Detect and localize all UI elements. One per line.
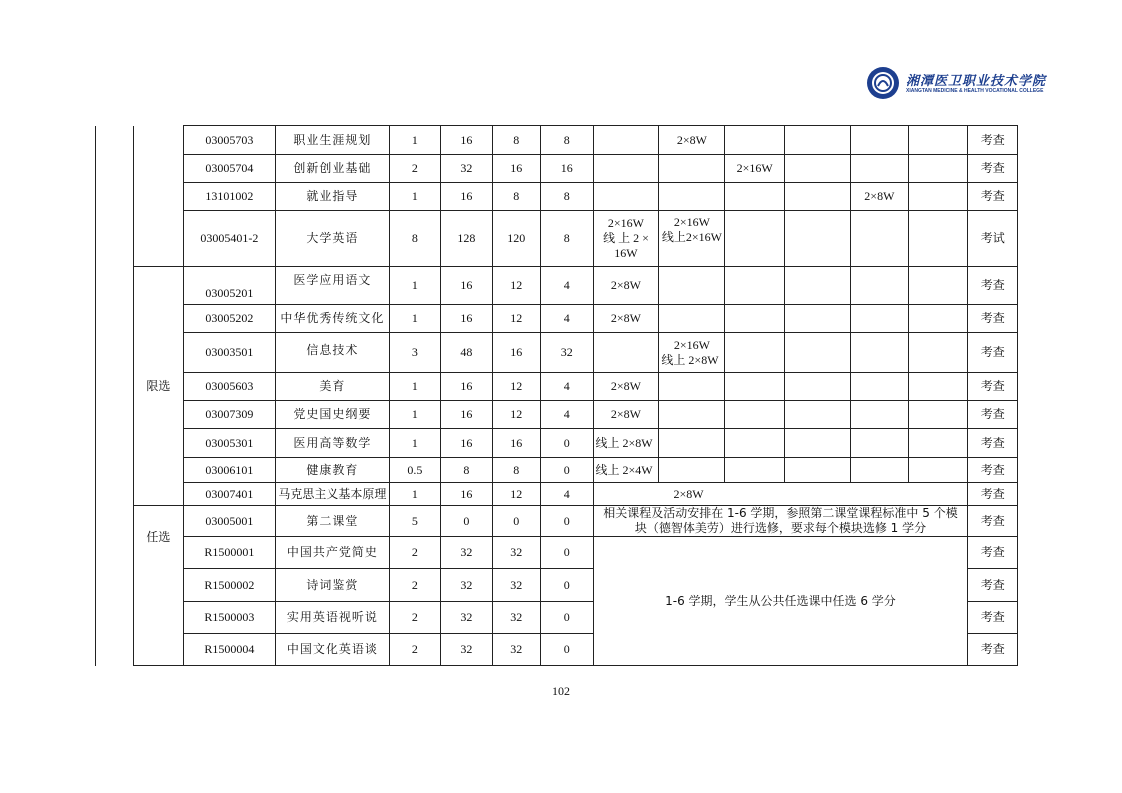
table-row [96, 126, 1018, 155]
semester-2 [659, 333, 725, 373]
semester-1 [593, 126, 659, 155]
total-hours: 48 [441, 333, 493, 373]
credits: 1 [389, 267, 441, 305]
theory-hours: 12 [492, 267, 540, 305]
course-name: 医学应用语文 [276, 267, 389, 305]
theory-hours: 12 [492, 305, 540, 333]
assessment: 考查 [968, 602, 1018, 634]
table-row [96, 537, 1018, 569]
course-code: 03005603 [183, 373, 276, 401]
total-hours: 16 [441, 126, 493, 155]
course-code: 03003501 [183, 333, 276, 373]
course-code: 03005401-2 [183, 211, 276, 267]
credits: 2 [389, 537, 441, 569]
semester-4 [785, 267, 851, 305]
credits: 1 [389, 305, 441, 333]
total-hours: 16 [441, 401, 493, 429]
credits: 3 [389, 333, 441, 373]
semester-4 [785, 373, 851, 401]
semester-3 [725, 373, 785, 401]
total-hours: 16 [441, 183, 493, 211]
credits: 1 [389, 126, 441, 155]
semester-span: 2×8W [593, 483, 968, 506]
course-name: 实用英语视听说 [276, 602, 389, 634]
practice-hours: 0 [540, 569, 593, 602]
assessment: 考查 [968, 537, 1018, 569]
semester-1: 线上 2×4W [593, 458, 659, 483]
table-row [96, 211, 1018, 267]
total-hours: 0 [441, 506, 493, 537]
semester-2 [659, 155, 725, 183]
assessment: 考查 [968, 183, 1018, 211]
total-hours: 32 [441, 634, 493, 666]
semester-4 [785, 155, 851, 183]
course-code: 03005703 [183, 126, 276, 155]
theory-hours: 0 [492, 506, 540, 537]
semester-6 [908, 211, 968, 267]
course-code: R1500002 [183, 569, 276, 602]
semester-5 [851, 401, 909, 429]
assessment: 考查 [968, 634, 1018, 666]
college-logo [866, 64, 1047, 104]
semester-3 [725, 458, 785, 483]
table-row [96, 401, 1018, 429]
table-row [96, 429, 1018, 458]
course-code: 03006101 [183, 458, 276, 483]
course-code: 03007309 [183, 401, 276, 429]
assessment: 考查 [968, 155, 1018, 183]
total-hours: 32 [441, 602, 493, 634]
semester-3 [725, 429, 785, 458]
theory-hours: 16 [492, 155, 540, 183]
semester-2 [659, 401, 725, 429]
table-row [96, 506, 1018, 537]
semester-6 [908, 267, 968, 305]
practice-hours: 0 [540, 634, 593, 666]
semester-5 [851, 267, 909, 305]
semester-2-line1: 2×16W [673, 337, 710, 352]
group-cell [134, 126, 183, 267]
course-name: 中国共产党简史 [276, 537, 389, 569]
semester-6 [908, 155, 968, 183]
semester-3: 2×16W [725, 155, 785, 183]
practice-hours: 0 [540, 458, 593, 483]
semester-4 [785, 401, 851, 429]
theory-hours: 12 [492, 373, 540, 401]
credits: 2 [389, 634, 441, 666]
table-row [96, 267, 1018, 305]
semester-1 [593, 211, 659, 267]
course-name: 诗词鉴赏 [276, 569, 389, 602]
optional-elective-note: 1-6 学期，学生从公共任选课中任选 6 学分 [593, 537, 968, 666]
course-code: R1500003 [183, 602, 276, 634]
semester-1 [593, 183, 659, 211]
assessment: 考查 [968, 429, 1018, 458]
semester-6 [908, 126, 968, 155]
table-row [96, 183, 1018, 211]
table-row [96, 155, 1018, 183]
course-name: 就业指导 [276, 183, 389, 211]
total-hours: 32 [441, 537, 493, 569]
assessment: 考查 [968, 506, 1018, 537]
course-name: 信息技术 [276, 333, 389, 373]
semester-1-line3: 16W [614, 246, 638, 260]
theory-hours: 120 [492, 211, 540, 267]
semester-5 [851, 155, 909, 183]
practice-hours: 8 [540, 126, 593, 155]
semester-4 [785, 183, 851, 211]
theory-hours: 12 [492, 483, 540, 506]
assessment: 考查 [968, 333, 1018, 373]
assessment: 考查 [968, 401, 1018, 429]
semester-1: 2×8W [593, 373, 659, 401]
semester-5 [851, 333, 909, 373]
page-number: 102 [552, 684, 570, 698]
total-hours: 16 [441, 429, 493, 458]
total-hours: 32 [441, 569, 493, 602]
credits: 5 [389, 506, 441, 537]
course-code: R1500004 [183, 634, 276, 666]
semester-1 [593, 155, 659, 183]
theory-hours: 32 [492, 602, 540, 634]
category-cell [96, 267, 134, 666]
logo-english-name: XIANGTAN MEDICINE & HEALTH VOCATIONAL COLLEGE [906, 88, 1044, 94]
semester-2-line1: 2×16W [673, 215, 710, 229]
course-code: 03005202 [183, 305, 276, 333]
semester-5 [851, 211, 909, 267]
semester-2 [659, 458, 725, 483]
credits: 2 [389, 602, 441, 634]
semester-2 [659, 305, 725, 333]
credits: 8 [389, 211, 441, 267]
semester-1-line1: 2×16W [607, 216, 644, 230]
theory-hours: 8 [492, 126, 540, 155]
theory-hours: 16 [492, 333, 540, 373]
credits: 1 [389, 183, 441, 211]
credits: 2 [389, 155, 441, 183]
course-name: 大学英语 [276, 211, 389, 267]
semester-3 [725, 183, 785, 211]
semester-5 [851, 429, 909, 458]
semester-1-line2: 线 上 2 × [603, 231, 649, 245]
semester-5 [851, 458, 909, 483]
theory-hours: 16 [492, 429, 540, 458]
semester-6 [908, 333, 968, 373]
credits: 2 [389, 569, 441, 602]
course-name: 中国文化英语谈 [276, 634, 389, 666]
table-row [96, 373, 1018, 401]
semester-3 [725, 305, 785, 333]
course-code: 03005704 [183, 155, 276, 183]
semester-6 [908, 183, 968, 211]
semester-1: 2×8W [593, 401, 659, 429]
course-name: 医用高等数学 [276, 429, 389, 458]
semester-6 [908, 373, 968, 401]
total-hours: 16 [441, 305, 493, 333]
practice-hours: 0 [540, 429, 593, 458]
credits: 1 [389, 429, 441, 458]
course-name: 创新创业基础 [276, 155, 389, 183]
total-hours: 128 [441, 211, 493, 267]
second-classroom-note: 相关课程及活动安排在 1-6 学期，参照第二课堂课程标准中 5 个模块（德智体美劳）进行选修，要求每个模块选修 1 学分 [593, 506, 968, 537]
total-hours: 8 [441, 458, 493, 483]
semester-2: 2×8W [659, 126, 725, 155]
course-code: 03005001 [183, 506, 276, 537]
assessment: 考试 [968, 211, 1018, 267]
assessment: 考查 [968, 569, 1018, 602]
semester-6 [908, 429, 968, 458]
practice-hours: 4 [540, 373, 593, 401]
semester-4 [785, 333, 851, 373]
semester-4 [785, 211, 851, 267]
course-name: 美育 [276, 373, 389, 401]
theory-hours: 8 [492, 458, 540, 483]
course-code: 03007401 [183, 483, 276, 506]
semester-4 [785, 305, 851, 333]
practice-hours: 0 [540, 506, 593, 537]
practice-hours: 4 [540, 401, 593, 429]
semester-3 [725, 333, 785, 373]
semester-1: 2×8W [593, 305, 659, 333]
semester-2 [659, 373, 725, 401]
group-optional: 任选 [134, 506, 183, 666]
credits: 0.5 [389, 458, 441, 483]
theory-hours: 32 [492, 569, 540, 602]
semester-3 [725, 401, 785, 429]
total-hours: 16 [441, 373, 493, 401]
theory-hours: 8 [492, 183, 540, 211]
semester-5: 2×8W [851, 183, 909, 211]
semester-3 [725, 267, 785, 305]
semester-2-line2: 线上 2×8W [661, 352, 719, 367]
semester-5 [851, 305, 909, 333]
course-code: R1500001 [183, 537, 276, 569]
theory-hours: 32 [492, 634, 540, 666]
college-emblem-icon [866, 66, 900, 100]
course-code: 03005201 [183, 267, 276, 305]
course-name: 中华优秀传统文化 [276, 305, 389, 333]
semester-2-line2: 线上2×16W [661, 230, 722, 244]
practice-hours: 0 [540, 602, 593, 634]
semester-2 [659, 267, 725, 305]
theory-hours: 12 [492, 401, 540, 429]
semester-2 [659, 429, 725, 458]
credits: 1 [389, 483, 441, 506]
semester-3 [725, 126, 785, 155]
table-row [96, 333, 1018, 373]
theory-hours: 32 [492, 537, 540, 569]
practice-hours: 4 [540, 267, 593, 305]
assessment: 考查 [968, 373, 1018, 401]
total-hours: 16 [441, 267, 493, 305]
logo-chinese-name: 湘潭医卫职业技术学院 [906, 74, 1047, 89]
total-hours: 16 [441, 483, 493, 506]
course-name: 党史国史纲要 [276, 401, 389, 429]
semester-3 [725, 211, 785, 267]
semester-5 [851, 126, 909, 155]
course-name: 马克思主义基本原理 [276, 483, 389, 506]
course-name: 第二课堂 [276, 506, 389, 537]
table-row [96, 483, 1018, 506]
practice-hours: 8 [540, 183, 593, 211]
semester-4 [785, 126, 851, 155]
credits: 1 [389, 401, 441, 429]
assessment: 考查 [968, 126, 1018, 155]
course-code: 03005301 [183, 429, 276, 458]
course-name: 健康教育 [276, 458, 389, 483]
practice-hours: 8 [540, 211, 593, 267]
course-name: 职业生涯规划 [276, 126, 389, 155]
course-code: 13101002 [183, 183, 276, 211]
assessment: 考查 [968, 483, 1018, 506]
semester-1: 2×8W [593, 267, 659, 305]
table-row [96, 458, 1018, 483]
semester-1: 线上 2×8W [593, 429, 659, 458]
total-hours: 32 [441, 155, 493, 183]
practice-hours: 16 [540, 155, 593, 183]
semester-4 [785, 429, 851, 458]
semester-5 [851, 373, 909, 401]
practice-hours: 4 [540, 305, 593, 333]
table-row [96, 305, 1018, 333]
assessment: 考查 [968, 458, 1018, 483]
semester-4 [785, 458, 851, 483]
semester-6 [908, 305, 968, 333]
assessment: 考查 [968, 305, 1018, 333]
practice-hours: 32 [540, 333, 593, 373]
semester-2 [659, 211, 725, 267]
practice-hours: 4 [540, 483, 593, 506]
group-limited: 限选 [134, 267, 183, 506]
semester-6 [908, 401, 968, 429]
course-schedule-table [95, 125, 1018, 666]
assessment: 考查 [968, 267, 1018, 305]
semester-6 [908, 458, 968, 483]
credits: 1 [389, 373, 441, 401]
semester-1 [593, 333, 659, 373]
practice-hours: 0 [540, 537, 593, 569]
category-cell [96, 126, 134, 267]
semester-2 [659, 183, 725, 211]
